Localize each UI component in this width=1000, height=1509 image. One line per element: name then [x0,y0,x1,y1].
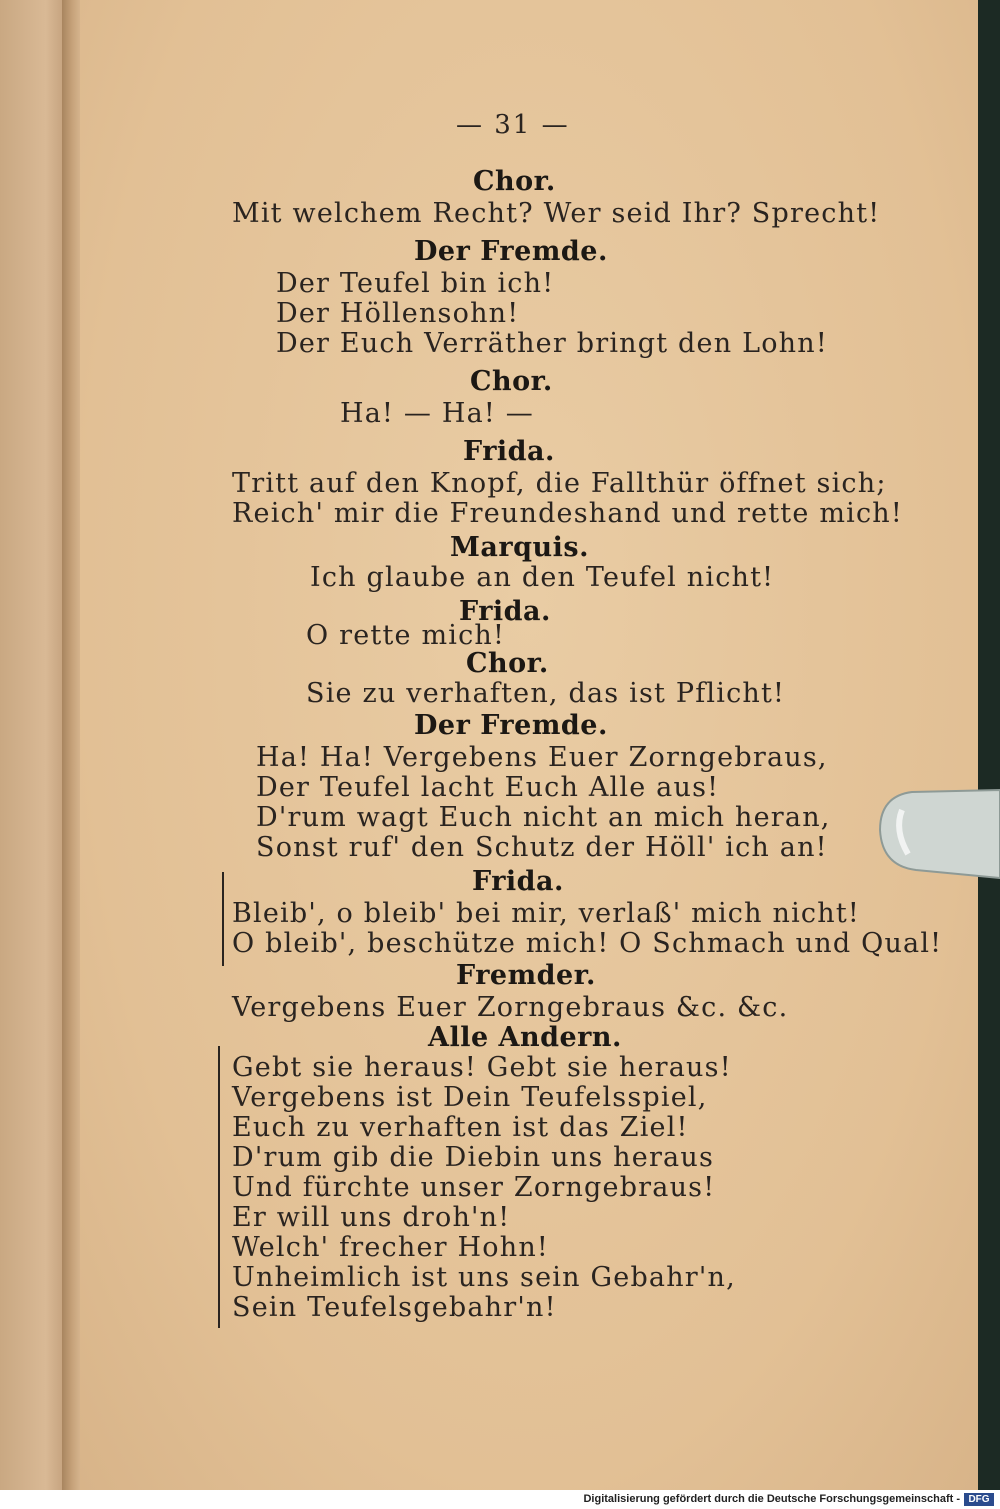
verse-line: Ha! — Ha! — [340,398,534,429]
verse-line: Der Höllensohn! [276,298,520,329]
verse-line: D'rum wagt Euch nicht an mich heran, [256,802,831,833]
speaker-heading: Frida. [463,436,555,467]
verse-line: Welch' frecher Hohn! [232,1232,549,1263]
speaker-heading: Chor. [473,166,556,197]
speaker-heading: Der Fremde. [414,236,608,267]
verse-line: D'rum gib die Diebin uns heraus [232,1142,715,1173]
verse-line: Ich glaube an den Teufel nicht! [310,562,775,593]
verse-line: Der Euch Verräther bringt den Lohn! [276,328,828,359]
page-number: — 31 — [456,110,570,140]
verse-bracket [222,872,224,966]
verse-line: Der Teufel bin ich! [276,268,555,299]
speaker-heading: Chor. [466,648,549,679]
verse-line: Tritt auf den Knopf, die Fallthür öffnet sich; [232,468,887,499]
verse-line: Vergebens Euer Zorngebraus &c. &c. [232,992,789,1023]
verse-line: Gebt sie heraus! Gebt sie heraus! [232,1052,732,1083]
dfg-logo: DFG [964,1493,994,1506]
funding-credit: Digitalisierung gefördert durch die Deutsche Forschungsgemeinschaft - [583,1493,960,1505]
speaker-heading: Frida. [472,866,564,897]
speaker-heading: Marquis. [450,532,589,563]
verse-line: Und fürchte unser Zorngebraus! [232,1172,716,1203]
speaker-heading: Chor. [470,366,553,397]
verse-line: Sein Teufelsgebahr'n! [232,1292,557,1323]
verse-line: Ha! Ha! Vergebens Euer Zorngebraus, [256,742,828,773]
verse-line: Sonst ruf' den Schutz der Höll' ich an! [256,832,828,863]
page-clip [872,770,1000,880]
verse-line: Vergebens ist Dein Teufelsspiel, [232,1082,708,1113]
verse-line: Er will uns droh'n! [232,1202,511,1233]
verse-line: Bleib', o bleib' bei mir, verlaß' mich nicht! [232,898,860,929]
speaker-heading: Der Fremde. [414,710,608,741]
verse-line: O rette mich! [306,620,506,651]
speaker-heading: Frida. [459,596,551,627]
verse-line: Reich' mir die Freundeshand und rette mich! [232,498,903,529]
verse-line: Der Teufel lacht Euch Alle aus! [256,772,720,803]
verse-line: Mit welchem Recht? Wer seid Ihr? Sprecht! [232,198,881,229]
speaker-heading: Alle Andern. [428,1022,622,1053]
verse-line: O bleib', beschütze mich! O Schmach und Qual! [232,928,943,959]
verse-line: Sie zu verhaften, das ist Pflicht! [306,678,786,709]
verse-line: Euch zu verhaften ist das Ziel! [232,1112,689,1143]
verse-bracket [218,1046,220,1328]
speaker-heading: Fremder. [456,960,596,991]
verse-line: Unheimlich ist uns sein Gebahr'n, [232,1262,736,1293]
